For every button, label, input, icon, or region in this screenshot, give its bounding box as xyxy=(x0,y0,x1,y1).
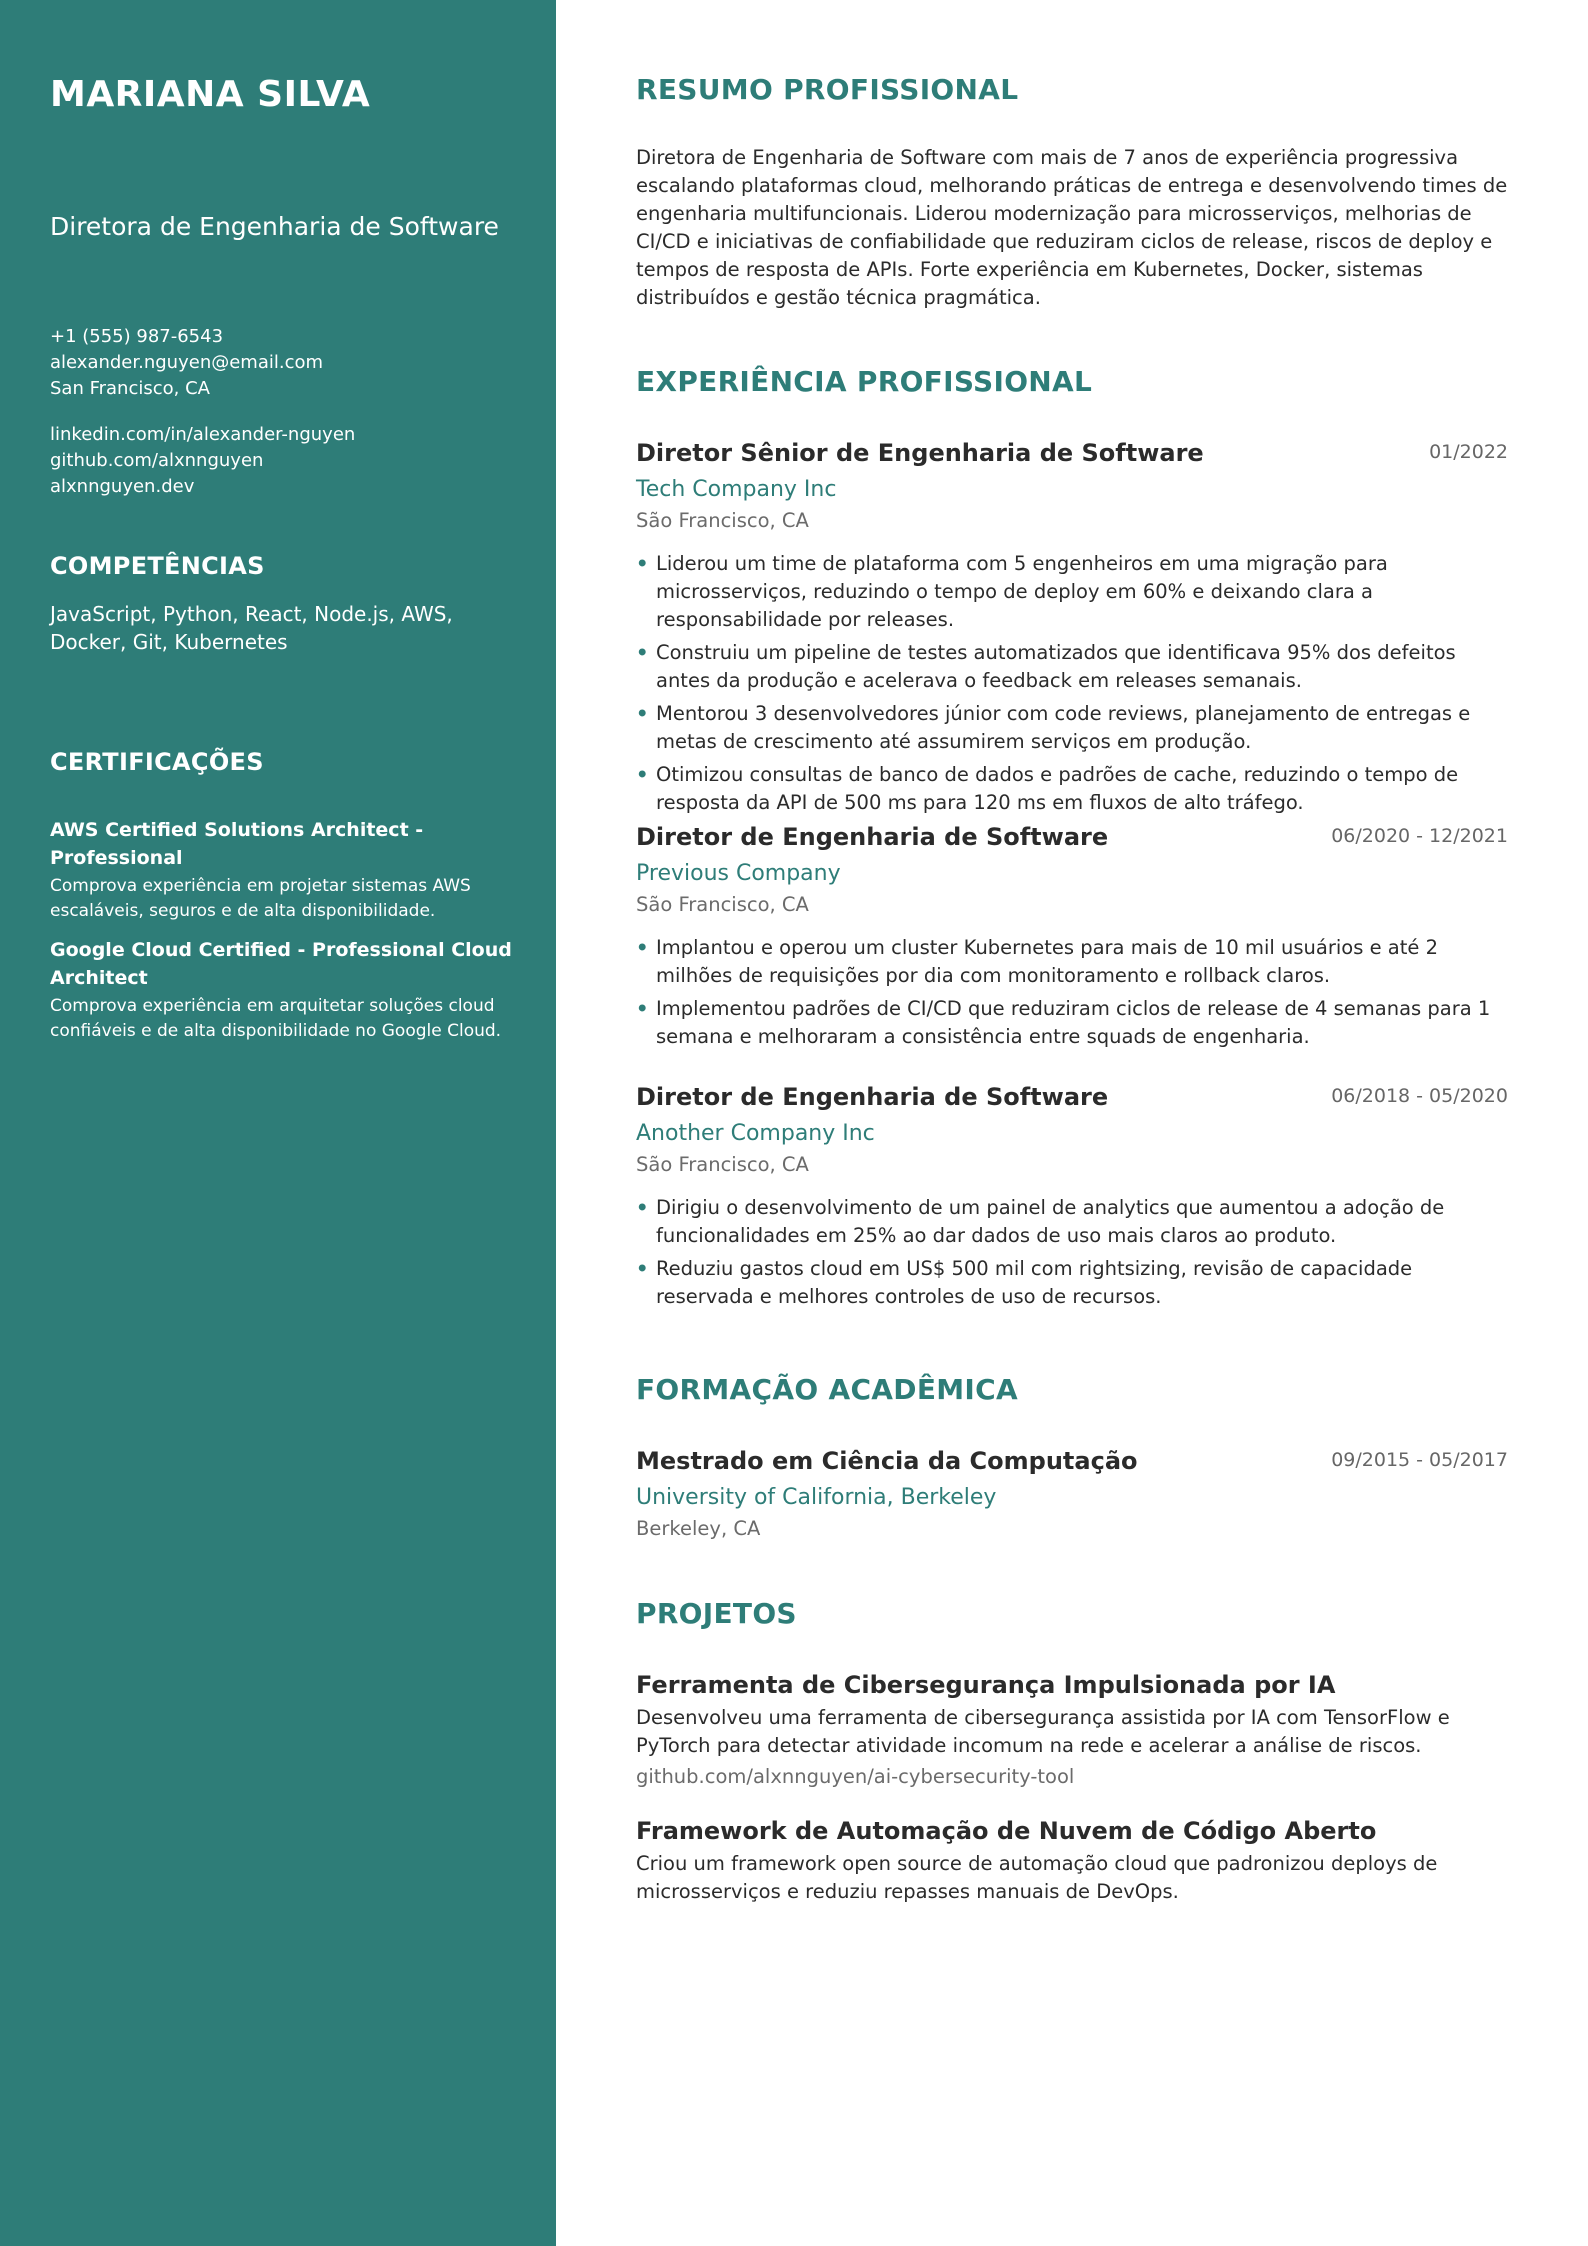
bullet-text: Liderou um time de plataforma com 5 engenheiros em uma migração para microsserviços, reduzindo o tempo de deploy em 60% e deixando clara a responsabilidade por releases. xyxy=(656,552,1388,631)
project-link[interactable]: github.com/alxnnguyen/ai-cybersecurity-tool xyxy=(636,1765,1075,1788)
bullet-item xyxy=(636,934,1508,990)
bullet-text: Reduziu gastos cloud em US$ 500 mil com rightsizing, revisão de capacidade reservada e melhores controles de uso de recursos. xyxy=(656,1257,1413,1308)
bullet-icon: • xyxy=(636,997,649,1020)
bullet-item xyxy=(636,761,1508,817)
school-location: Berkeley, CA xyxy=(636,1517,761,1540)
job-date: 01/2022 xyxy=(1429,441,1508,463)
bullet-text: Implementou padrões de CI/CD que reduziram ciclos de release de 4 semanas para 1 semana e melhoraram a consistência entre squads de engenharia. xyxy=(656,997,1491,1048)
project-title: Framework de Automação de Nuvem de Código Aberto xyxy=(636,1817,1377,1845)
summary-text: Diretora de Engenharia de Software com mais de 7 anos de experiência progressiva escalando plataformas cloud, melhorando práticas de entrega e desenvolvendo times de engenharia multifuncionais. Liderou modernização para microsserviços, melhorias de CI/CD e iniciativas de confiabilidade que reduziram ciclos de release, riscos de deploy e tempos de resposta de APIs. Forte experiência em Kubernetes, Docker, sistemas distribuídos e gestão técnica pragmática. xyxy=(636,146,1508,309)
job-date: 06/2018 - 05/2020 xyxy=(1331,1085,1508,1107)
candidate-name: MARIANA SILVA xyxy=(50,74,371,115)
job-location: São Francisco, CA xyxy=(636,1153,809,1176)
bullet-text: Implantou e operou um cluster Kubernetes para mais de 10 mil usuários e até 2 milhões de requisições por dia com monitoramento e rollback claros. xyxy=(656,936,1438,987)
experience-item xyxy=(636,1080,1508,1316)
certification-item xyxy=(50,936,520,1044)
bullet-icon: • xyxy=(636,702,649,725)
certification-title: AWS Certified Solutions Architect - Professional xyxy=(50,819,424,869)
company-name: Tech Company Inc xyxy=(636,477,837,502)
phone: +1 (555) 987-6543 xyxy=(50,326,224,347)
job-location: São Francisco, CA xyxy=(636,509,809,532)
bullet-item xyxy=(636,1194,1508,1250)
school-name: University of California, Berkeley xyxy=(636,1485,997,1510)
sidebar xyxy=(0,0,556,2246)
bullet-text: Mentorou 3 desenvolvedores júnior com code reviews, planejamento de entregas e metas de crescimento até assumirem serviços em produção. xyxy=(656,702,1471,753)
certification-title: Google Cloud Certified - Professional Cloud Architect xyxy=(50,939,512,989)
linkedin-link[interactable]: linkedin.com/in/alexander-nguyen xyxy=(50,424,356,445)
job-title: Diretor de Engenharia de Software xyxy=(636,823,1109,851)
skills-list: JavaScript, Python, React, Node.js, AWS, Docker, Git, Kubernetes xyxy=(50,602,453,654)
certification-item xyxy=(50,816,520,924)
github-link[interactable]: github.com/alxnnguyen xyxy=(50,450,264,471)
education-date: 09/2015 - 05/2017 xyxy=(1331,1449,1508,1471)
degree-title: Mestrado em Ciência da Computação xyxy=(636,1447,1138,1475)
email: alexander.nguyen@email.com xyxy=(50,352,324,373)
experience-heading: EXPERIÊNCIA PROFISSIONAL xyxy=(636,365,1093,398)
bullet-item xyxy=(636,1255,1508,1311)
certifications-list xyxy=(50,816,520,1056)
website-link[interactable]: alxnnguyen.dev xyxy=(50,476,195,497)
bullet-icon: • xyxy=(636,1257,649,1280)
experience-item xyxy=(636,436,1508,822)
bullet-item xyxy=(636,639,1508,695)
bullet-item xyxy=(636,550,1508,634)
certification-description: Comprova experiência em projetar sistemas AWS escaláveis, seguros e de alta disponibilidade. xyxy=(50,876,471,921)
project-item xyxy=(636,1668,1508,1792)
location: San Francisco, CA xyxy=(50,378,210,399)
skills-heading: COMPETÊNCIAS xyxy=(50,552,265,580)
bullet-icon: • xyxy=(636,641,649,664)
job-title: Diretor de Engenharia de Software xyxy=(636,1083,1109,1111)
certifications-heading: CERTIFICAÇÕES xyxy=(50,748,264,776)
bullet-text: Dirigiu o desenvolvimento de um painel de analytics que aumentou a adoção de funcionalidades em 25% ao dar dados de uso mais claros ao produto. xyxy=(656,1196,1445,1247)
project-item xyxy=(636,1814,1508,1906)
job-bullets xyxy=(636,934,1508,1051)
job-bullets xyxy=(636,550,1508,817)
company-name: Previous Company xyxy=(636,861,841,886)
contact-info xyxy=(50,324,323,402)
project-description: Desenvolveu uma ferramenta de cibersegurança assistida por IA com TensorFlow e PyTorch para detectar atividade incomum na rede e acelerar a análise de riscos. xyxy=(636,1706,1450,1757)
education-heading: FORMAÇÃO ACADÊMICA xyxy=(636,1373,1018,1406)
summary-heading: RESUMO PROFISSIONAL xyxy=(636,73,1019,106)
bullet-text: Construiu um pipeline de testes automatizados que identificava 95% dos defeitos antes da produção e acelerava o feedback em releases semanais. xyxy=(656,641,1456,692)
bullet-text: Otimizou consultas de banco de dados e padrões de cache, reduzindo o tempo de resposta da API de 500 ms para 120 ms em fluxos de alto tráfego. xyxy=(656,763,1459,814)
certification-description: Comprova experiência em arquitetar soluções cloud confiáveis e de alta disponibilidade no Google Cloud. xyxy=(50,996,502,1041)
education-item xyxy=(636,1444,1508,1544)
bullet-icon: • xyxy=(636,763,649,786)
bullet-icon: • xyxy=(636,552,649,575)
job-bullets xyxy=(636,1194,1508,1311)
job-location: São Francisco, CA xyxy=(636,893,809,916)
profile-links xyxy=(50,422,355,500)
projects-heading: PROJETOS xyxy=(636,1597,797,1630)
candidate-role: Diretora de Engenharia de Software xyxy=(50,212,499,241)
company-name: Another Company Inc xyxy=(636,1121,875,1146)
project-description: Criou um framework open source de automação cloud que padronizou deploys de microsserviços e reduziu repasses manuais de DevOps. xyxy=(636,1852,1438,1903)
bullet-icon: • xyxy=(636,936,649,959)
bullet-item xyxy=(636,700,1508,756)
bullet-icon: • xyxy=(636,1196,649,1219)
project-title: Ferramenta de Cibersegurança Impulsionada por IA xyxy=(636,1671,1336,1699)
job-title: Diretor Sênior de Engenharia de Software xyxy=(636,439,1204,467)
experience-item xyxy=(636,820,1508,1056)
job-date: 06/2020 - 12/2021 xyxy=(1331,825,1508,847)
bullet-item xyxy=(636,995,1508,1051)
